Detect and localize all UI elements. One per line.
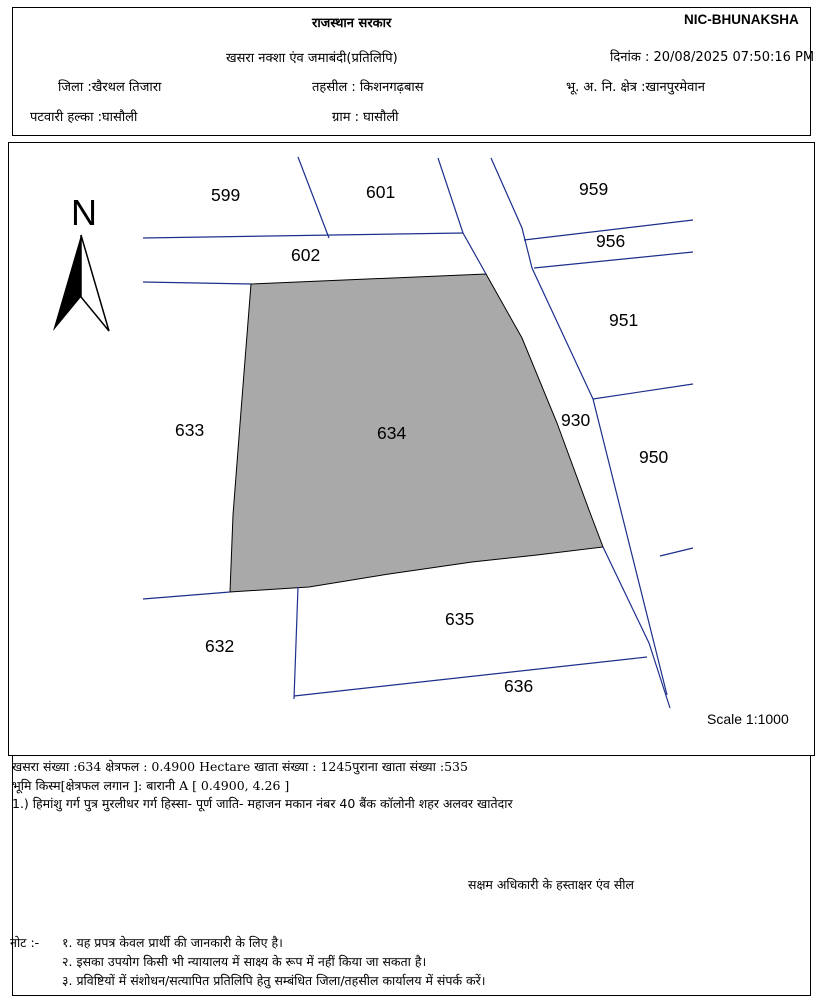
khasra-details: खसरा संख्या :634 क्षेत्रफल : 0.4900 Hectare खाता संख्या : 1245पुराना खाता संख्या :535 xyxy=(12,759,468,774)
note-label: नोट :- xyxy=(10,935,40,950)
road-930-left xyxy=(438,158,486,274)
parcel-label: 602 xyxy=(291,245,321,265)
ilr-area-field: भू. अ. नि. क्षेत्र :खानपुरमेवान xyxy=(566,80,705,95)
land-type-details: भूमि किस्म[क्षेत्रफल लगान ]: बारानी A [ 0.4900, 4.26 ] xyxy=(12,778,290,793)
district-field: जिला :खैरथल तिजारा xyxy=(58,80,162,95)
document-title: खसरा नक्शा एंव जमाबंदी(प्रतिलिपि) xyxy=(226,51,398,66)
map-canvas xyxy=(9,143,814,755)
boundary-599-601 xyxy=(298,157,329,238)
note-item: ३. प्रविष्टियों में संशोधन/सत्यापित प्रतिलिपि हेतु सम्बंधित जिला/तहसील कार्यालय में संपर्क करें। xyxy=(62,973,486,988)
parcel-label: 632 xyxy=(205,636,235,656)
boundary-632-top xyxy=(143,592,230,599)
parcel-label: 951 xyxy=(609,310,639,330)
owner-entry: 1.) हिमांशु गर्ग पुत्र मुरलीधर गर्ग हिस्सा- पूर्ण जाति- महाजन मकान नंबर 40 बैंक कॉलोनी शहर अलवर खातेदार xyxy=(12,796,513,811)
parcel-label: 959 xyxy=(579,179,609,199)
boundary-950-bottom xyxy=(660,548,693,556)
cadastral-map xyxy=(8,142,815,756)
tehsil-field: तहसील : किशनगढ़बास xyxy=(312,80,424,95)
parcel-label: 930 xyxy=(561,410,591,430)
parcel-label: 636 xyxy=(504,676,534,696)
patwari-circle-field: पटवारी हल्का :घासौली xyxy=(30,110,138,125)
parcel-label: 634 xyxy=(377,423,407,443)
parcel-label: 599 xyxy=(211,185,241,205)
boundary-635-636 xyxy=(294,657,647,696)
boundary-951-950 xyxy=(593,384,693,399)
print-date: दिनांक : 20/08/2025 07:50:16 PM xyxy=(610,50,815,65)
parcel-label: 633 xyxy=(175,420,205,440)
village-field: ग्राम : घासौली xyxy=(332,110,399,125)
parcel-634-shape[interactable] xyxy=(230,274,603,592)
govt-title: राजस्थान सरकार xyxy=(312,16,392,31)
boundary-632-635 xyxy=(294,587,298,699)
note-item: २. इसका उपयोग किसी भी न्यायालय में साक्ष्य के रूप में नहीं किया जा सकता है। xyxy=(62,954,427,969)
boundary-956-bottom xyxy=(534,252,693,268)
parcel-label: 601 xyxy=(366,182,396,202)
parcel-label: 635 xyxy=(445,609,475,629)
note-item: १. यह प्रपत्र केवल प्रार्थी की जानकारी के लिए है। xyxy=(62,935,283,950)
road-602-lower xyxy=(143,282,251,284)
map-scale: Scale 1:1000 xyxy=(707,711,789,727)
parcel-label: 950 xyxy=(639,447,669,467)
signature-label: सक्षम अधिकारी के हस्ताक्षर एंव सील xyxy=(468,877,634,892)
north-label: N xyxy=(71,192,97,233)
parcel-label: 956 xyxy=(596,231,626,251)
north-arrow-icon xyxy=(53,235,109,331)
brand-label: NIC-BHUNAKSHA xyxy=(684,12,799,27)
road-602-upper xyxy=(143,233,463,238)
